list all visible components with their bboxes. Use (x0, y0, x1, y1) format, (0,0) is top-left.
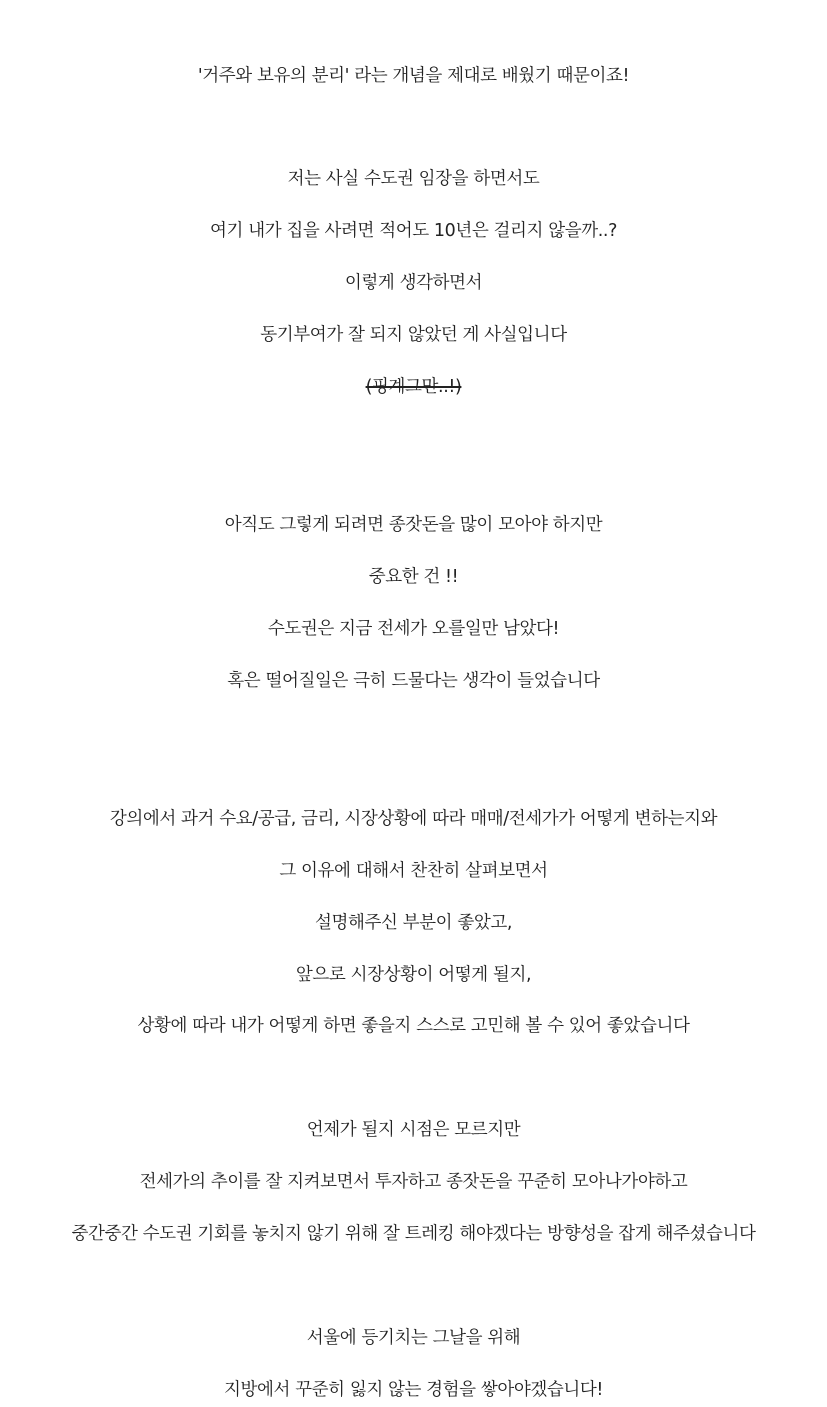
text-line: 아직도 그렇게 되려면 종잣돈을 많이 모아야 하지만 (224, 515, 603, 536)
text-line: 서울에 등기치는 그날을 위해 (306, 1327, 521, 1348)
text-line: 동기부여가 잘 되지 않았던 게 사실입니다 (260, 324, 567, 345)
text-line: 설명해주신 부분이 좋았고, (314, 912, 513, 933)
strikethrough-line: (핑계그만..!) (365, 376, 462, 397)
blank-line (0, 422, 827, 456)
text-line: 중간중간 수도권 기회를 놓치지 않기 위해 잘 트레킹 해야겠다는 방향성을 잡게 해주셨습니다 (71, 1223, 756, 1244)
text-line: 여기 내가 집을 사려면 적어도 10년은 걸리지 않을까..? (210, 221, 617, 242)
text-line: 언제가 될지 시점은 모르지만 (306, 1120, 521, 1141)
blank-line (0, 716, 827, 750)
text-line: 강의에서 과거 수요/공급, 금리, 시장상황에 따라 매매/전세가가 어떻게 변하는지와 (109, 808, 718, 829)
text-line: 중요한 건 !! (368, 566, 459, 587)
text-line: '거주와 보유의 분리' 라는 개념을 제대로 배웠기 때문이죠! (197, 65, 630, 86)
text-line: 상황에 따라 내가 어떻게 하면 좋을지 스스로 고민해 볼 수 있어 좋았습니다 (137, 1016, 690, 1037)
text-line: 이렇게 생각하면서 (344, 273, 483, 294)
text-line: 전세가의 추이를 잘 지켜보면서 투자하고 종잣돈을 꾸준히 모아나가야하고 (139, 1172, 688, 1193)
blank-line (0, 750, 827, 784)
text-line: 지방에서 꾸준히 잃지 않는 경험을 쌓아야겠습니다! (223, 1379, 604, 1400)
text-line: 앞으로 시장상황이 어떻게 될지, (295, 964, 532, 985)
text-line: 그 이유에 대해서 찬찬히 살펴보면서 (279, 860, 548, 881)
text-line: 저는 사실 수도권 임장을 하면서도 (287, 169, 540, 190)
text-line: 혹은 떨어질일은 극히 드물다는 생각이 들었습니다 (227, 670, 600, 691)
blank-line (0, 1061, 827, 1095)
blank-line (0, 1269, 827, 1303)
text-line: 수도권은 지금 전세가 오를일만 남았다! (267, 618, 560, 639)
blank-line (0, 110, 827, 144)
blank-line (0, 456, 827, 490)
